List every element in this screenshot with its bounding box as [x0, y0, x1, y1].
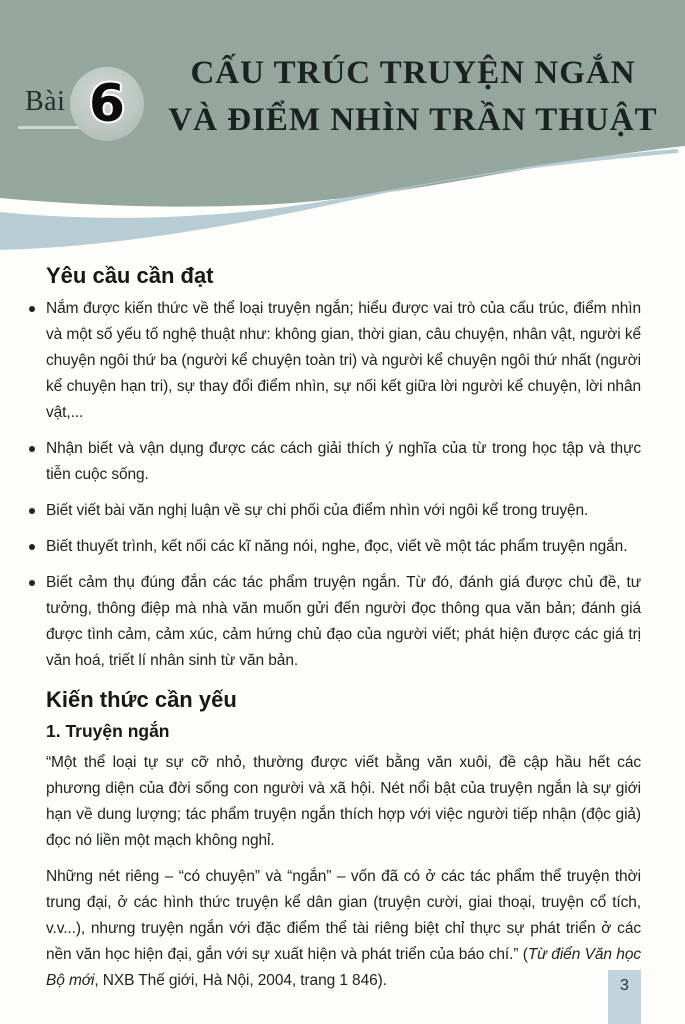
lesson-number-badge — [70, 67, 144, 141]
lesson-header — [0, 0, 685, 250]
bullet-dot-icon — [29, 446, 35, 452]
requirements-heading: Yêu cầu cần đạt — [46, 263, 214, 288]
list-item — [46, 436, 641, 488]
list-item-text: Nhận biết và vận dụng được các cách giải thích ý nghĩa của từ trong học tập và thực tiễn cuộc sống. — [46, 440, 641, 483]
list-item — [46, 296, 641, 426]
citation-source-title: Từ điển Văn học Bộ mới — [46, 946, 641, 989]
lesson-title — [152, 50, 674, 144]
knowledge-heading: Kiến thức cần yếu — [46, 687, 237, 712]
lesson-title-line-1: CẤU TRÚC TRUYỆN NGẮN — [190, 55, 636, 91]
bullet-dot-icon — [29, 306, 35, 312]
list-item-text: Biết cảm thụ đúng đắn các tác phẩm truyện ngắn. Từ đó, đánh giá được chủ đề, tư tưởng, thông điệp mà nhà văn muốn gửi đến người đọc thông qua văn bản; đánh giá được tình cảm, cảm xúc, cảm hứng chủ đạo của người viết; phát hiện được các giá trị văn hoá, triết lí nhân sinh từ văn bản. — [46, 574, 641, 669]
badge-underline-rule — [18, 126, 86, 129]
page-number-tab — [608, 970, 641, 1024]
list-item-text: Biết thuyết trình, kết nối các kĩ năng nói, nghe, đọc, viết về một tác phẩm truyện ngắn. — [46, 538, 628, 555]
citation-paragraph — [46, 864, 641, 994]
list-item — [46, 498, 641, 524]
list-item-text: Nắm được kiến thức về thể loại truyện ngắn; hiểu được vai trò của cấu trúc, điểm nhìn và một số yếu tố nghệ thuật như: không gian, thời gian, câu chuyện, nhân vật, người kể chuyện ngôi thứ ba (người kể chuyện toàn tri) và người kể chuyện ngôi thứ nhất (người kể chuyện hạn tri), sự thay đổi điểm nhìn, sự nối kết giữa lời người kể chuyện, lời nhân vật,... — [46, 300, 641, 421]
list-item — [46, 570, 641, 674]
short-story-subheading: 1. Truyện ngắn — [46, 721, 170, 741]
page-number: 3 — [620, 977, 629, 994]
list-item — [46, 534, 641, 560]
list-item-text: Biết viết bài văn nghị luận về sự chi phối của điểm nhìn với ngôi kể trong truyện. — [46, 502, 589, 519]
bullet-dot-icon — [29, 544, 35, 550]
citation-publisher: , NXB Thế giới, Hà Nội, 2004, trang 1 846). — [94, 972, 387, 989]
page-content — [0, 250, 685, 994]
lesson-title-line-2: VÀ ĐIỂM NHÌN TRẦN THUẬT — [168, 102, 658, 138]
lesson-number: 6 — [88, 74, 126, 134]
bullet-dot-icon — [29, 580, 35, 586]
bullet-dot-icon — [29, 508, 35, 514]
definition-paragraph: “Một thể loại tự sự cỡ nhỏ, thường được viết bằng văn xuôi, đề cập hầu hết các phương diện của đời sống con người và xã hội. Nét nổi bật của truyện ngắn là sự giới hạn về dung lượng; tác phẩm truyện ngắn thích hợp với việc người tiếp nhận (độc giả) đọc nó liền một mạch không nghỉ. — [46, 754, 641, 849]
requirements-list — [46, 296, 641, 674]
lesson-badge-label: Bài — [25, 86, 66, 117]
citation-text: Những nét riêng – “có chuyện” và “ngắn” – vốn đã có ở các tác phẩm thể truyện thời trung đại, ở các hình thức truyện kể dân gian (truyện cười, giai thoại, truyện cổ tích, v.v...), nhưng truyện ngắn với đặc điểm thể tài riêng biệt chỉ thực sự phát triển ở các nền văn học hiện đại, gắn với sự xuất hiện và phát triển của báo chí.” ( — [46, 868, 641, 963]
header-wave-decoration — [0, 140, 685, 250]
